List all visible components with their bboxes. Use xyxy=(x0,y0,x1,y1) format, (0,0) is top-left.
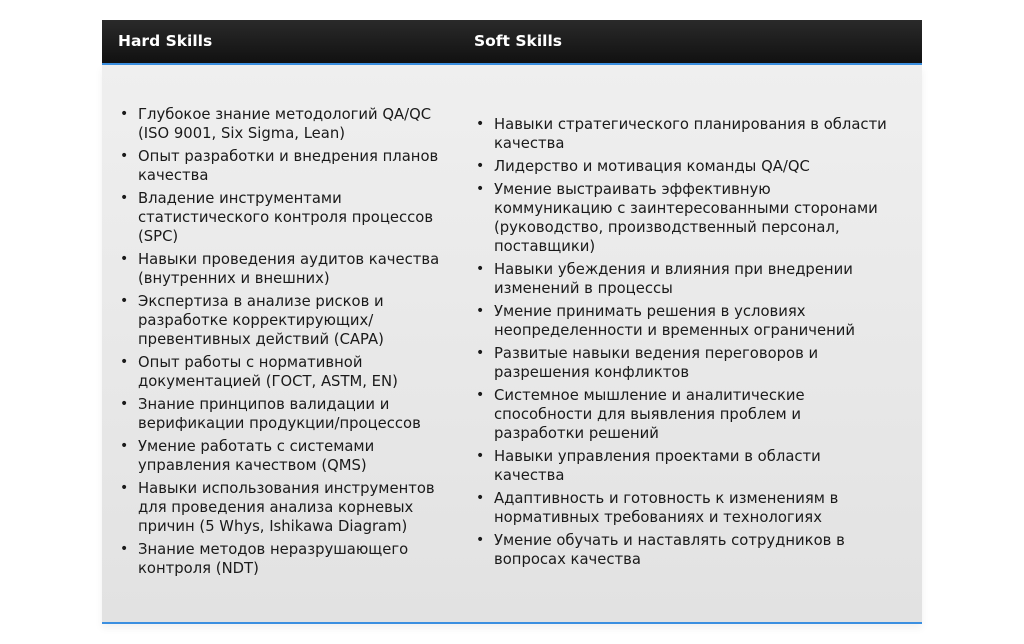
bullet-icon: • xyxy=(476,302,485,319)
list-item-text: Умение работать с системами управления качеством (QMS) xyxy=(138,438,375,474)
soft-skills-column xyxy=(472,65,892,622)
list-item xyxy=(472,157,892,176)
list-item xyxy=(116,189,456,246)
list-item-text: Глубокое знание методологий QA/QC (ISO 9001, Six Sigma, Lean) xyxy=(138,106,432,142)
list-item-text: Навыки проведения аудитов качества (внутренних и внешних) xyxy=(138,251,440,287)
bullet-icon: • xyxy=(120,541,129,557)
skills-table xyxy=(102,20,922,624)
list-item-text: Умение выстраивать эффективную коммуникацию с заинтересованными сторонами (руководство, производственный персонал, поставщики) xyxy=(494,180,878,255)
list-item-text: Опыт разработки и внедрения планов качества xyxy=(138,148,439,184)
list-item xyxy=(116,479,456,536)
bullet-icon: • xyxy=(120,396,129,412)
list-item xyxy=(472,302,892,340)
bullet-icon: • xyxy=(120,190,129,206)
list-item xyxy=(116,105,456,143)
list-item xyxy=(472,447,892,485)
list-item xyxy=(472,260,892,298)
bullet-icon: • xyxy=(120,148,129,164)
list-item-text: Опыт работы с нормативной документацией (ГОСТ, ASTM, EN) xyxy=(138,354,398,390)
bullet-icon: • xyxy=(476,489,485,506)
bullet-icon: • xyxy=(476,115,485,132)
list-item-text: Умение обучать и наставлять сотрудников в вопросах качества xyxy=(494,531,845,568)
header-soft-skills: Soft Skills xyxy=(474,32,562,50)
list-item-text: Навыки стратегического планирования в области качества xyxy=(494,115,887,152)
list-item xyxy=(472,115,892,153)
list-item-text: Адаптивность и готовность к изменениям в нормативных требованиях и технологиях xyxy=(494,489,839,526)
list-item xyxy=(472,386,892,443)
header-hard-skills: Hard Skills xyxy=(118,32,213,50)
list-item xyxy=(472,489,892,527)
list-item xyxy=(116,250,456,288)
list-item xyxy=(116,540,456,578)
list-item xyxy=(116,292,456,349)
bullet-icon: • xyxy=(476,447,485,464)
list-item xyxy=(116,395,456,433)
list-item xyxy=(116,353,456,391)
table-header xyxy=(102,20,922,65)
list-item xyxy=(116,147,456,185)
list-item xyxy=(472,180,892,256)
hard-skills-column xyxy=(116,65,456,622)
list-item-text: Знание методов неразрушающего контроля (NDT) xyxy=(138,541,409,577)
list-item xyxy=(116,437,456,475)
list-item-text: Лидерство и мотивация команды QA/QC xyxy=(494,157,810,175)
list-item xyxy=(472,344,892,382)
list-item xyxy=(472,531,892,569)
bullet-icon: • xyxy=(476,531,485,548)
list-item-text: Системное мышление и аналитические способности для выявления проблем и разработки решений xyxy=(494,386,805,442)
soft-skills-list xyxy=(472,115,892,573)
list-item-text: Навыки убеждения и влияния при внедрении изменений в процессы xyxy=(494,260,853,297)
bullet-icon: • xyxy=(476,386,485,403)
list-item-text: Навыки управления проектами в области качества xyxy=(494,447,821,484)
bullet-icon: • xyxy=(120,438,129,454)
bullet-icon: • xyxy=(120,480,129,496)
bullet-icon: • xyxy=(476,180,485,197)
list-item-text: Навыки использования инструментов для проведения анализа корневых причин (5 Whys, Ishikawa Diagram) xyxy=(138,480,435,535)
list-item-text: Знание принципов валидации и верификации продукции/процессов xyxy=(138,396,421,432)
list-item-text: Владение инструментами статистического контроля процессов (SPC) xyxy=(138,190,434,245)
list-item-text: Экспертиза в анализе рисков и разработке корректирующих/превентивных действий (CAPA) xyxy=(138,293,384,348)
bullet-icon: • xyxy=(476,260,485,277)
list-item-text: Развитые навыки ведения переговоров и разрешения конфликтов xyxy=(494,344,819,381)
bullet-icon: • xyxy=(476,157,485,174)
list-item-text: Умение принимать решения в условиях неопределенности и временных ограничений xyxy=(494,302,855,339)
bullet-icon: • xyxy=(476,344,485,361)
bullet-icon: • xyxy=(120,354,129,370)
hard-skills-list xyxy=(116,105,456,582)
table-body xyxy=(102,65,922,624)
bullet-icon: • xyxy=(120,106,129,122)
bullet-icon: • xyxy=(120,293,129,309)
bullet-icon: • xyxy=(120,251,129,267)
